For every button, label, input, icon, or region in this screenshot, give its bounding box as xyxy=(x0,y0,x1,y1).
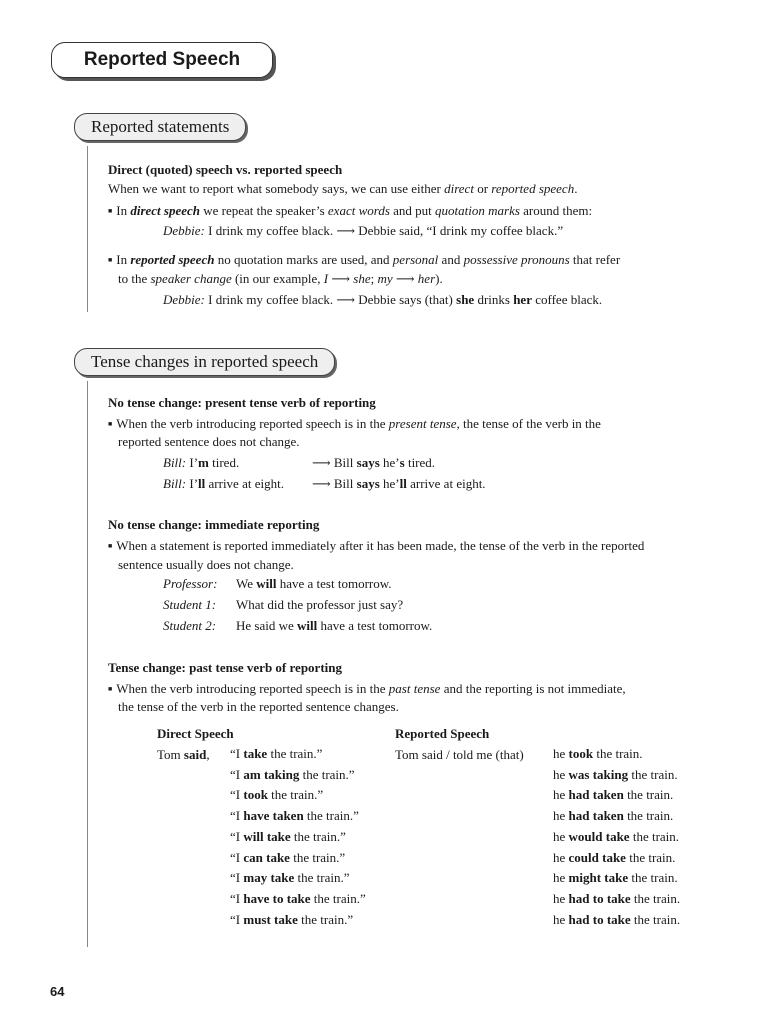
dialogue-speaker: Student 1: xyxy=(163,597,217,612)
arrow-icon: ⟶ xyxy=(312,476,331,491)
section-divider-line xyxy=(87,381,88,947)
section-title-tense-changes xyxy=(74,348,335,376)
dialogue-line: We will have a test tomorrow. xyxy=(236,576,392,591)
direct-speech-row: “I take the train.” xyxy=(230,746,323,761)
tom-reported-label: Tom said / told me (that) xyxy=(395,747,524,762)
bullet-continuation: reported sentence does not change. xyxy=(118,434,300,449)
reported-speech-row: he had taken the train. xyxy=(553,787,674,803)
page-title xyxy=(51,42,273,78)
intro-text: When we want to report what somebody says, we can use either direct or reported speech. xyxy=(108,181,578,196)
bullet-immediate: ■ When a statement is reported immediately after it has been made, the tense of the verb in the reported xyxy=(108,536,644,558)
column-header-reported: Reported Speech xyxy=(395,726,490,741)
bullet-continuation: the tense of the verb in the reported sentence changes. xyxy=(118,699,399,714)
column-header-direct: Direct Speech xyxy=(157,726,234,741)
reported-speech-row: he had to take the train. xyxy=(553,911,681,927)
direct-speech-row: “I may take the train.” xyxy=(230,870,350,886)
page-number: 64 xyxy=(50,984,65,999)
example-result: ⟶ Bill says he’s tired. xyxy=(312,455,436,470)
reported-speech-row: he could take the train. xyxy=(553,849,676,865)
direct-speech-row: “I must take the train.” xyxy=(230,911,354,927)
example-line: Bill: I’m tired. xyxy=(163,455,240,470)
example-result: ⟶ Bill says he’ll arrive at eight. xyxy=(312,476,486,491)
bullet-direct-speech: ■ In direct speech we repeat the speaker’s exact words and put quotation marks around them: xyxy=(108,201,592,223)
direct-speech-row: “I can take the train.” xyxy=(230,849,346,865)
direct-speech-row: “I have taken the train.” xyxy=(230,808,359,824)
subheading: No tense change: present tense verb of reporting xyxy=(108,395,376,410)
arrow-icon: ⟶ xyxy=(312,455,331,470)
section-title-reported-statements xyxy=(74,113,246,141)
reported-speech-row: he would take the train. xyxy=(553,828,680,844)
arrow-icon: ⟶ xyxy=(336,292,356,307)
reported-speech-column xyxy=(553,744,680,930)
page-title-text: Reported Speech xyxy=(83,49,241,70)
reported-speech-row: he was taking the train. xyxy=(553,766,678,782)
reported-speech-row: he might take the train. xyxy=(553,870,678,886)
dialogue-line: He said we will have a test tomorrow. xyxy=(236,618,433,633)
reported-speech-row: he had to take the train. xyxy=(553,890,681,906)
bullet-past-tense: ■ When the verb introducing reported speech is in the past tense and the reporting is not immediate, xyxy=(108,679,626,701)
reported-speech-row: he took the train. xyxy=(553,746,643,761)
section-title-text: Reported statements xyxy=(91,117,230,136)
bullet-reported-speech: ■ In reported speech no quotation marks are used, and personal and possessive pronouns that refer xyxy=(108,250,620,272)
direct-speech-row: “I am taking the train.” xyxy=(230,766,355,782)
arrow-icon: ⟶ xyxy=(336,223,356,238)
direct-speech-row: “I will take the train.” xyxy=(230,828,346,844)
example-line: Debbie: I drink my coffee black. ⟶ Debbie says (that) she drinks her coffee black. xyxy=(163,292,603,307)
bullet-present-tense: ■ When the verb introducing reported speech is in the present tense, the tense of the verb in the xyxy=(108,414,601,436)
direct-speech-row: “I have to take the train.” xyxy=(230,890,366,906)
bullet-continuation: sentence usually does not change. xyxy=(118,557,294,572)
section-title-text: Tense changes in reported speech xyxy=(91,352,319,371)
direct-speech-row: “I took the train.” xyxy=(230,787,324,803)
tom-said-label: Tom said, xyxy=(157,747,210,762)
section-divider-line xyxy=(87,146,88,312)
subheading: Direct (quoted) speech vs. reported speech xyxy=(108,162,343,177)
subheading: No tense change: immediate reporting xyxy=(108,517,320,532)
example-line: Debbie: I drink my coffee black. ⟶ Debbie said, “I drink my coffee black.” xyxy=(163,223,564,238)
reported-speech-row: he had taken the train. xyxy=(553,808,674,824)
arrow-icon: ⟶ xyxy=(395,271,415,286)
subheading: Tense change: past tense verb of reporting xyxy=(108,660,342,675)
arrow-icon: ⟶ xyxy=(331,271,351,286)
dialogue-speaker: Student 2: xyxy=(163,618,217,633)
bullet-continuation: to the speaker change (in our example, I ⟶ she; my ⟶ her). xyxy=(118,271,443,286)
direct-speech-column xyxy=(230,744,366,930)
dialogue-speaker: Professor: xyxy=(163,576,218,591)
dialogue-line: What did the professor just say? xyxy=(236,597,404,612)
example-line: Bill: I’ll arrive at eight. xyxy=(163,476,284,491)
